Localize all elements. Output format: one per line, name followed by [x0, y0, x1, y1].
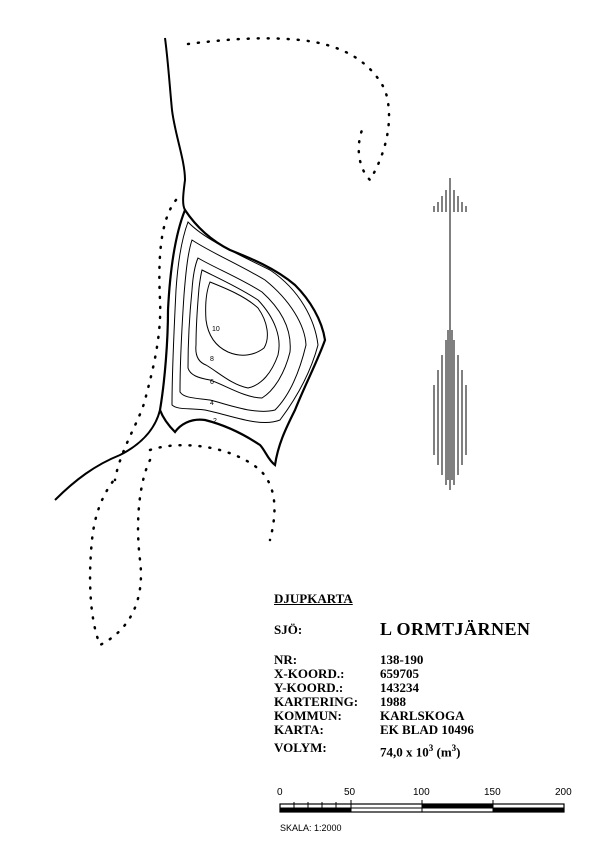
- info-value-x: 659705: [380, 666, 419, 681]
- dotted-boundary-bottom: [90, 445, 274, 645]
- shoreline: [165, 38, 185, 210]
- contour-4: [180, 240, 306, 411]
- depth-label-6: 6: [210, 379, 214, 386]
- contour-10: [206, 282, 268, 355]
- info-value-nr: 138-190: [380, 652, 424, 667]
- info-label-karta: KARTA:: [274, 722, 324, 737]
- lake-label: SJÖ:: [274, 622, 303, 637]
- scale-tick-100: 100: [413, 787, 430, 798]
- scale-tick-150: 150: [484, 787, 501, 798]
- scale-bar: [280, 800, 564, 812]
- outlet-stream: [55, 410, 160, 500]
- info-label-x: X-KOORD.:: [274, 666, 345, 681]
- info-label-kommun: KOMMUN:: [274, 708, 342, 723]
- lake-name: L ORMTJÄRNEN: [380, 619, 531, 639]
- info-label-kartering: KARTERING:: [274, 694, 359, 709]
- map-heading: DJUPKARTA: [274, 591, 353, 606]
- contour-2: [172, 222, 318, 423]
- scale-tick-50: 50: [344, 787, 356, 798]
- depth-label-8: 8: [210, 356, 214, 363]
- scale-label: SKALA: 1:2000: [280, 823, 342, 833]
- volume-label: VOLYM:: [274, 740, 327, 755]
- north-arrow-icon: [434, 178, 466, 490]
- contour-6: [188, 258, 290, 398]
- info-label-nr: NR:: [274, 652, 298, 667]
- dotted-boundary-top: [188, 38, 389, 180]
- volume-value: 74,0 x $10^3$ $(m^3)$: [380, 743, 461, 760]
- depth-label-4: 4: [210, 400, 214, 407]
- lake-outline: [160, 210, 325, 465]
- info-value-y: 143234: [380, 680, 419, 695]
- depth-label-10: 10: [212, 326, 220, 333]
- scale-tick-200: 200: [555, 787, 572, 798]
- depth-label-2: 2: [213, 418, 217, 425]
- info-value-kartering: 1988: [380, 694, 406, 709]
- info-label-y: Y-KOORD.:: [274, 680, 344, 695]
- scale-tick-0: 0: [277, 787, 283, 798]
- info-value-kommun: KARLSKOGA: [380, 708, 465, 723]
- info-value-karta: EK BLAD 10496: [380, 722, 474, 737]
